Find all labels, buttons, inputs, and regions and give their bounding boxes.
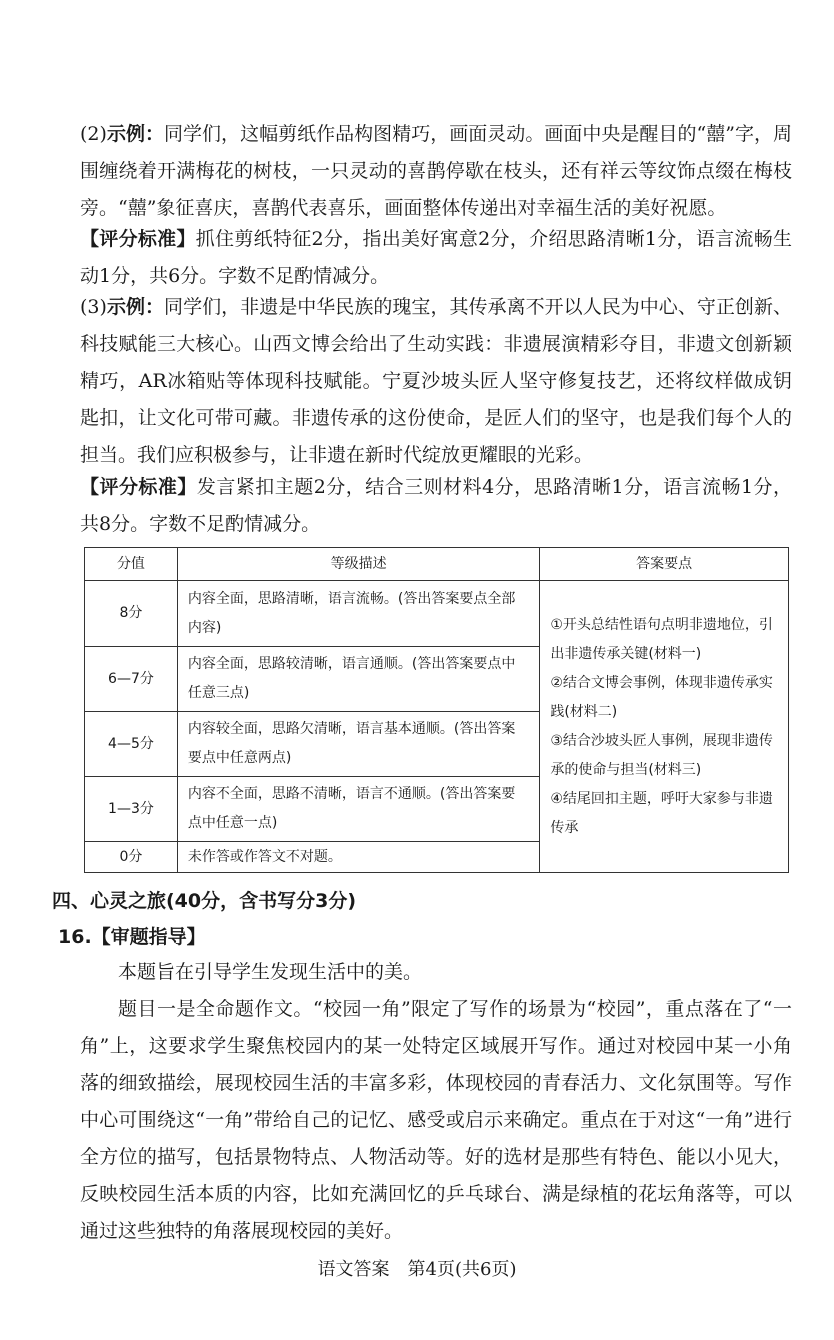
scoring-standard-3 [80, 469, 792, 543]
answer-point: ②结合文博会事例，体现非遗传承实践(材料二) [550, 674, 773, 720]
table-row [85, 581, 789, 647]
score-cell: 8分 [85, 581, 178, 647]
scoring-standard-2-label: 【评分标准】 [80, 228, 196, 250]
guidance-paragraph-1: 本题旨在引导学生发现生活中的美。 [118, 961, 423, 983]
score-cell: 1—3分 [85, 777, 178, 842]
header-score: 分值 [85, 548, 178, 581]
answer-point: ④结尾回扣主题，呼吁大家参与非遗传承 [550, 790, 773, 836]
part-2-example-label: 示例： [106, 123, 164, 145]
description-cell: 未作答或作答文不对题。 [177, 842, 539, 873]
header-level-description: 等级描述 [177, 548, 539, 581]
part-2-text: 同学们，这幅剪纸作品构图精巧，画面灵动。画面中央是醒目的“囍”字，周围缠绕着开满梅花的树枝，一只灵动的喜鹊停歇在枝头，还有祥云等纹饰点缀在梅枝旁。“囍”象征喜庆，喜鹊代表喜乐，画面整体传递出对幸福生活的美好祝愿。 [80, 123, 792, 219]
part-3-example-label: 示例： [106, 296, 165, 318]
answer-part-2 [80, 116, 792, 227]
description-cell: 内容较全面，思路欠清晰，语言基本通顺。(答出答案要点中任意两点) [177, 712, 539, 777]
score-cell: 6—7分 [85, 647, 178, 712]
scoring-standard-3-label: 【评分标准】 [80, 476, 197, 498]
question-16-label: 16.【审题指导】 [58, 926, 206, 948]
description-cell: 内容全面，思路清晰，语言流畅。(答出答案要点全部内容) [177, 581, 539, 647]
scoring-standard-2-text: 抓住剪纸特征2分，指出美好寓意2分，介绍思路清晰1分，语言流畅生动1分，共6分。字数不足酌情减分。 [80, 228, 792, 287]
table-header-row [85, 548, 789, 581]
page-footer: 语文答案 第4页(共6页) [317, 1259, 517, 1280]
answer-points-cell [540, 581, 789, 873]
score-cell: 4—5分 [85, 712, 178, 777]
score-cell: 0分 [85, 842, 178, 873]
description-cell: 内容不全面，思路不清晰，语言不通顺。(答出答案要点中任意一点) [177, 777, 539, 842]
answer-point: ①开头总结性语句点明非遗地位，引出非遗传承关键(材料一) [550, 616, 773, 662]
part-2-label: (2) [80, 123, 107, 145]
scoring-standard-3-text: 发言紧扣主题2分，结合三则材料4分，思路清晰1分，语言流畅1分，共8分。字数不足酌情减分。 [80, 476, 792, 535]
description-cell: 内容全面，思路较清晰，语言通顺。(答出答案要点中任意三点) [177, 647, 539, 712]
answer-point: ③结合沙坡头匠人事例，展现非遗传承的使命与担当(材料三) [550, 732, 773, 778]
scoring-table [84, 547, 789, 873]
part-3-label: (3) [80, 296, 107, 318]
section-4-heading: 四、心灵之旅(40分，含书写分3分) [52, 890, 357, 912]
scoring-standard-2 [80, 221, 792, 295]
guidance-paragraph-2: 题目一是全命题作文。“校园一角”限定了写作的场景为“校园”，重点落在了“一角”上，这要求学生聚焦校园内的某一处特定区域展开写作。通过对校园中某一小角落的细致描绘，展现校园生活的丰富多彩，体现校园的青春活力、文化氛围等。写作中心可围绕这“一角”带给自己的记忆、感受或启示来确定。重点在于对这“一角”进行全方位的描写，包括景物特点、人物活动等。好的选材是那些有特色、能以小见大，反映校园生活本质的内容，比如充满回忆的乒乓球台、满是绿植的花坛角落等，可以通过这些独特的角落展现校园的美好。 [80, 998, 792, 1242]
header-answer-points: 答案要点 [540, 548, 789, 581]
answer-part-3 [80, 289, 792, 474]
part-3-text: 同学们，非遗是中华民族的瑰宝，其传承离不开以人民为中心、守正创新、科技赋能三大核心。山西文博会给出了生动实践：非遗展演精彩夺目，非遗文创新颖精巧，AR冰箱贴等体现科技赋能。宁夏沙坡头匠人坚守修复技艺，还将纹样做成钥匙扣，让文化可带可藏。非遗传承的这份使命，是匠人们的坚守，也是我们每个人的担当。我们应积极参与，让非遗在新时代绽放更耀眼的光彩。 [80, 296, 792, 466]
